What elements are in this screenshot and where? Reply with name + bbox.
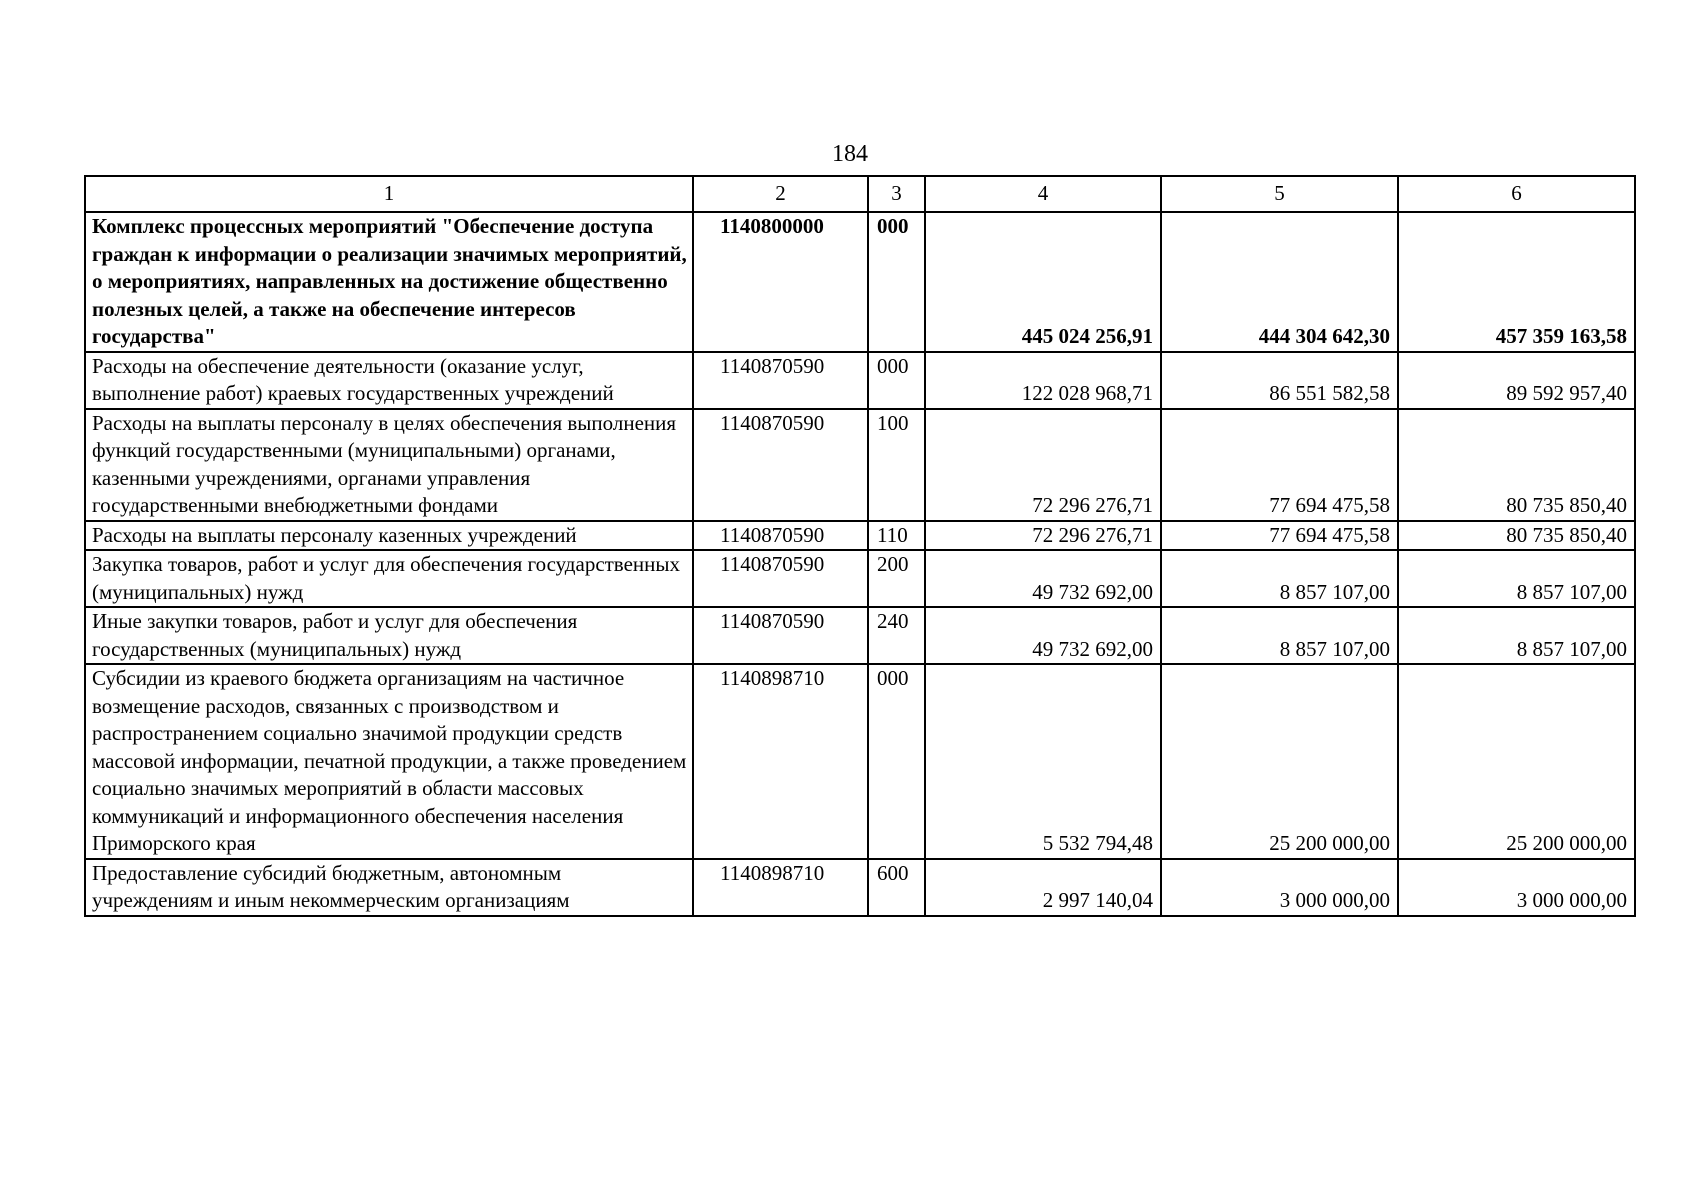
budget-table: [84, 175, 1636, 917]
table-row: [85, 352, 1635, 409]
row-value-col5: 8 857 107,00: [1161, 550, 1398, 607]
row-code: 1140898710: [693, 859, 868, 916]
table-row: [85, 409, 1635, 521]
row-value-col4: 5 532 794,48: [925, 664, 1161, 859]
row-value-col6: 25 200 000,00: [1398, 664, 1635, 859]
row-value-col4: 72 296 276,71: [925, 409, 1161, 521]
row-value-col6: 8 857 107,00: [1398, 607, 1635, 664]
table-row: [85, 212, 1635, 352]
row-description: Расходы на обеспечение деятельности (оказание услуг, выполнение работ) краевых государственных учреждений: [85, 352, 693, 409]
row-value-col6: 89 592 957,40: [1398, 352, 1635, 409]
row-value-col5: 77 694 475,58: [1161, 409, 1398, 521]
row-expense-type: 110: [868, 521, 925, 551]
row-value-col5: 25 200 000,00: [1161, 664, 1398, 859]
row-description: Расходы на выплаты персоналу казенных учреждений: [85, 521, 693, 551]
row-description: Предоставление субсидий бюджетным, автономным учреждениям и иным некоммерческим организациям: [85, 859, 693, 916]
row-code: 1140898710: [693, 664, 868, 859]
row-expense-type: 000: [868, 664, 925, 859]
row-value-col4: 72 296 276,71: [925, 521, 1161, 551]
row-value-col6: 457 359 163,58: [1398, 212, 1635, 352]
row-description: Расходы на выплаты персоналу в целях обеспечения выполнения функций государственными (муниципальными) органами, казенными учреждениями, органами управления государственными внебюджетными фондами: [85, 409, 693, 521]
table-header-row: [85, 176, 1635, 212]
row-description: Субсидии из краевого бюджета организациям на частичное возмещение расходов, связанных с производством и распространением социально значимой продукции средств массовой информации, печатной продукции, а также проведением социально значимых мероприятий в области массовых коммуникаций и информационного обеспечения населения Приморского края: [85, 664, 693, 859]
table-row: [85, 607, 1635, 664]
row-value-col4: 2 997 140,04: [925, 859, 1161, 916]
row-code: 1140800000: [693, 212, 868, 352]
row-code: 1140870590: [693, 409, 868, 521]
column-header-2: 2: [693, 176, 868, 212]
column-header-4: 4: [925, 176, 1161, 212]
column-header-6: 6: [1398, 176, 1635, 212]
row-expense-type: 000: [868, 352, 925, 409]
row-expense-type: 600: [868, 859, 925, 916]
row-description: Иные закупки товаров, работ и услуг для обеспечения государственных (муниципальных) нужд: [85, 607, 693, 664]
table-row: [85, 521, 1635, 551]
row-value-col5: 86 551 582,58: [1161, 352, 1398, 409]
column-header-5: 5: [1161, 176, 1398, 212]
table-row: [85, 550, 1635, 607]
row-code: 1140870590: [693, 521, 868, 551]
row-code: 1140870590: [693, 352, 868, 409]
row-expense-type: 000: [868, 212, 925, 352]
column-header-3: 3: [868, 176, 925, 212]
page-number: 184: [832, 141, 868, 167]
row-expense-type: 240: [868, 607, 925, 664]
row-description: Закупка товаров, работ и услуг для обеспечения государственных (муниципальных) нужд: [85, 550, 693, 607]
table-row: [85, 859, 1635, 916]
row-value-col6: 8 857 107,00: [1398, 550, 1635, 607]
column-header-1: 1: [85, 176, 693, 212]
row-value-col5: 77 694 475,58: [1161, 521, 1398, 551]
row-value-col4: 122 028 968,71: [925, 352, 1161, 409]
row-value-col6: 80 735 850,40: [1398, 409, 1635, 521]
row-code: 1140870590: [693, 607, 868, 664]
row-value-col5: 8 857 107,00: [1161, 607, 1398, 664]
table-row: [85, 664, 1635, 859]
row-value-col6: 3 000 000,00: [1398, 859, 1635, 916]
row-value-col4: 49 732 692,00: [925, 607, 1161, 664]
row-code: 1140870590: [693, 550, 868, 607]
row-value-col5: 444 304 642,30: [1161, 212, 1398, 352]
row-expense-type: 100: [868, 409, 925, 521]
row-value-col5: 3 000 000,00: [1161, 859, 1398, 916]
row-expense-type: 200: [868, 550, 925, 607]
row-value-col4: 49 732 692,00: [925, 550, 1161, 607]
row-value-col4: 445 024 256,91: [925, 212, 1161, 352]
row-description: Комплекс процессных мероприятий "Обеспечение доступа граждан к информации о реализации значимых мероприятий, о мероприятиях, направленных на достижение общественно полезных целей, а также на обеспечение интересов государства": [85, 212, 693, 352]
row-value-col6: 80 735 850,40: [1398, 521, 1635, 551]
